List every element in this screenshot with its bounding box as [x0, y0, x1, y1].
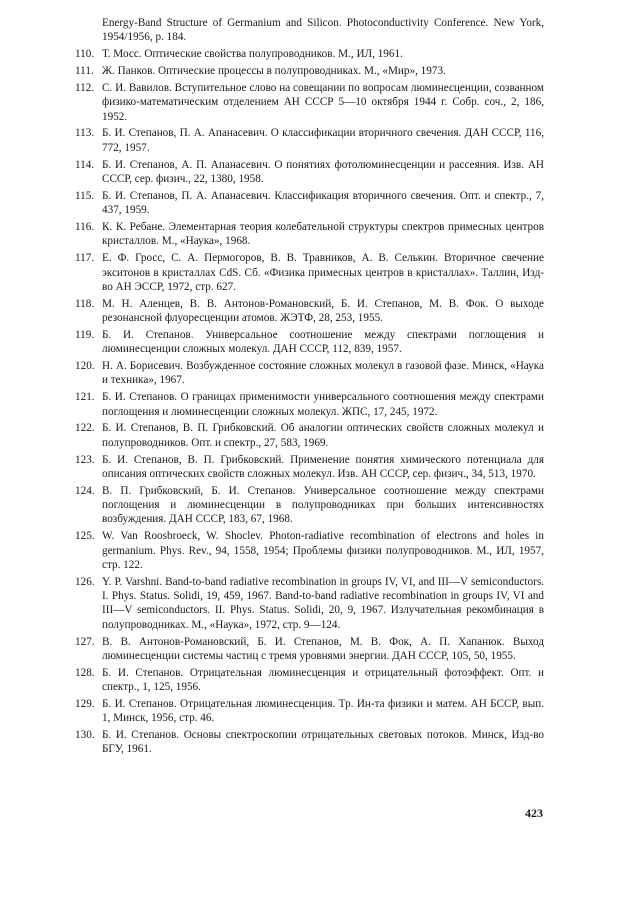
reference-text: Б. И. Степанов. Отрицательная люминесценция и отрицательный фотоэффект. Опт. и спектр., 1, 125, 1956.	[102, 666, 544, 694]
reference-text: Energy-Band Structure of Germanium and Silicon. Photoconductivity Conference. New York, 1954/1956, p. 184.	[102, 17, 544, 44]
reference-item: 114. Б. И. Степанов, А. П. Апанасевич. О понятиях фотолюминесценции и рассеяния. Изв. АН СССР, сер. физич., 22, 1380, 1958.	[75, 158, 544, 185]
reference-text: В. В. Антонов-Романовский, Б. И. Степанов, М. В. Фок, А. П. Хапанюк. Выход люминесценции системы частиц с тремя уровнями энергии. ДАН СССР, 105, 50, 1955.	[102, 635, 544, 662]
reference-item: 128. Б. И. Степанов. Отрицательная люминесценция и отрицательный фотоэффект. Опт. и спектр., 1, 125, 1956.	[75, 666, 544, 694]
reference-item: 118. М. Н. Аленцев, В. В. Антонов-Романовский, Б. И. Степанов, М. В. Фок. О выходе резонансной флуоресценции атомов. ЖЭТФ, 28, 253, 1955.	[75, 297, 544, 324]
reference-text: Б. И. Степанов. Универсальное соотношение между спектрами поглощения и люминесценции сложных молекул. ДАН СССР, 112, 839, 1957.	[102, 328, 544, 356]
reference-item: 123. Б. И. Степанов, В. П. Грибковский. Применение понятия химического потенциала для описания оптических свойств сложных молекул. Изв. АН СССР, сер. физич., 34, 513, 1970.	[75, 453, 544, 480]
reference-text: Y. P. Varshni. Band-to-band radiative recombination in groups IV, VI, and III—V semiconductors. I. Phys. Status. Solidi, 19, 459, 1967. Band-to-band radiative recombination in groups IV, VI and III—V semiconductors. II. Phys. Status. Solidi, 20, 9, 1967. Излучательная рекомбинация в полупроводниках. М., «Наука», 1972, стр. 9—124.	[102, 575, 544, 631]
reference-item: 120. Н. А. Борисевич. Возбужденное состояние сложных молекул в газовой фазе. Минск, «Наука и техника», 1967.	[75, 360, 544, 387]
reference-item: 110. Т. Мосс. Оптические свойства полупроводников. М., ИЛ, 1961.	[75, 48, 403, 61]
reference-text: Б. И. Степанов, В. П. Грибковский. Об аналогии оптических свойств сложных молекул и полупроводников. Опт. и спектр., 27, 583, 1969.	[102, 422, 544, 449]
reference-item: 127. В. В. Антонов-Романовский, Б. И. Степанов, М. В. Фок, А. П. Хапанюк. Выход люминесценции системы частиц с тремя уровнями энергии. ДАН СССР, 105, 50, 1955.	[75, 635, 544, 662]
reference-text: Б. И. Степанов, П. А. Апанасевич. Классификация вторичного свечения. Опт. и спектр., 7, 437, 1959.	[102, 189, 544, 217]
reference-text: Ж. Панков. Оптические процессы в полупроводниках. М., «Мир», 1973.	[102, 65, 446, 78]
reference-item: 113. Б. И. Степанов, П. А. Апанасевич. О классификации вторичного свечения. ДАН СССР, 116, 772, 1957.	[75, 127, 544, 154]
reference-text: Т. Мосс. Оптические свойства полупроводников. М., ИЛ, 1961.	[102, 48, 403, 61]
reference-item: 111. Ж. Панков. Оптические процессы в полупроводниках. М., «Мир», 1973.	[75, 65, 446, 78]
reference-item: 112. С. И. Вавилов. Вступительное слово на совещании по вопросам люминесценции, созванном физико-математическим отделением АН СССР 5—10 октября 1944 г. Собр. соч., 2, 186, 1952.	[75, 81, 544, 123]
reference-item: 117. Е. Ф. Гросс, С. А. Пермогоров, В. В. Травников, А. В. Селькин. Вторичное свечение экситонов в кристаллах CdS. Сб. «Физика примесных центров в кристаллах». Таллин, Изд-во АН ЭССР, 1972, стр. 627.	[75, 252, 544, 293]
reference-text: Б. И. Степанов. О границах применимости универсального соотношения между спектрами поглощения и люминесценции сложных молекул. ЖПС, 17, 245, 1972.	[102, 391, 544, 418]
reference-text: W. Van Roosbroeck, W. Shoclev. Photon-radiative recombination of electrons and holes in germanium. Phys. Rev., 94, 1558, 1954; Проблемы физики полупроводников. М., ИЛ, 1957, стр. 122.	[102, 530, 544, 571]
reference-item: 121. Б. И. Степанов. О границах применимости универсального соотношения между спектрами поглощения и люминесценции сложных молекул. ЖПС, 17, 245, 1972.	[75, 391, 544, 418]
reference-item: 126. Y. P. Varshni. Band-to-band radiative recombination in groups IV, VI, and III—V semiconductors. I. Phys. Status. Solidi, 19, 459, 1967. Band-to-band radiative recombination in groups IV, VI and III—V semiconductors. II. Phys. Status. Solidi, 20, 9, 1967. Излучательная рекомбинация в полупроводниках. М., «Наука», 1972, стр. 9—124.	[75, 575, 544, 631]
reference-text: Б. И. Степанов, П. А. Апанасевич. О классификации вторичного свечения. ДАН СССР, 116, 772, 1957.	[102, 127, 544, 154]
reference-item: 129. Б. И. Степанов. Отрицательная люминесценция. Тр. Ин-та физики и матем. АН БССР, вып. 1, Минск, 1956, стр. 46.	[75, 697, 544, 725]
reference-item	[76, 16, 544, 45]
reference-text: К. К. Ребане. Элементарная теория колебательной структуры спектров примесных центров кристаллов. М., «Наука», 1968.	[102, 221, 544, 248]
reference-item: 130. Б. И. Степанов. Основы спектроскопии отрицательных световых потоков. Минск, Изд-во БГУ, 1961.	[75, 729, 544, 756]
reference-item: 119. Б. И. Степанов. Универсальное соотношение между спектрами поглощения и люминесценции сложных молекул. ДАН СССР, 112, 839, 1957.	[75, 328, 544, 356]
reference-item: 124. В. П. Грибковский, Б. И. Степанов. Универсальное соотношение между спектрами поглощения и люминесценции в полупроводниках при больших интенсивностях возбуждения. ДАН СССР, 183, 67, 1968.	[75, 484, 544, 526]
reference-item: 125. W. Van Roosbroeck, W. Shoclev. Photon-radiative recombination of electrons and holes in germanium. Phys. Rev., 94, 1558, 1954; Проблемы физики полупроводников. М., ИЛ, 1957, стр. 122.	[75, 530, 544, 571]
reference-text: В. П. Грибковский, Б. И. Степанов. Универсальное соотношение между спектрами поглощения и люминесценции в полупроводниках при больших интенсивностях возбуждения. ДАН СССР, 183, 67, 1968.	[102, 484, 544, 526]
reference-text: С. И. Вавилов. Вступительное слово на совещании по вопросам люминесценции, созванном физико-математическим отделением АН СССР 5—10 октября 1944 г. Собр. соч., 2, 186, 1952.	[102, 81, 544, 123]
reference-text: Е. Ф. Гросс, С. А. Пермогоров, В. В. Травников, А. В. Селькин. Вторичное свечение экситонов в кристаллах CdS. Сб. «Физика примесных центров в кристаллах». Таллин, Изд-во АН ЭССР, 1972, стр. 627.	[102, 252, 544, 293]
reference-item: 116. К. К. Ребане. Элементарная теория колебательной структуры спектров примесных центров кристаллов. М., «Наука», 1968.	[75, 221, 544, 248]
reference-text: Б. И. Степанов, В. П. Грибковский. Применение понятия химического потенциала для описания оптических свойств сложных молекул. Изв. АН СССР, сер. физич., 34, 513, 1970.	[102, 453, 544, 480]
page-number: 423	[525, 806, 543, 820]
reference-text: М. Н. Аленцев, В. В. Антонов-Романовский, Б. И. Степанов, М. В. Фок. О выходе резонансной флуоресценции атомов. ЖЭТФ, 28, 253, 1955.	[102, 297, 544, 324]
reference-text: Б. И. Степанов. Отрицательная люминесценция. Тр. Ин-та физики и матем. АН БССР, вып. 1, Минск, 1956, стр. 46.	[102, 697, 544, 725]
reference-text: Б. И. Степанов. Основы спектроскопии отрицательных световых потоков. Минск, Изд-во БГУ, 1961.	[102, 729, 544, 756]
reference-text: Н. А. Борисевич. Возбужденное состояние сложных молекул в газовой фазе. Минск, «Наука и техника», 1967.	[102, 360, 544, 387]
reference-item: 115. Б. И. Степанов, П. А. Апанасевич. Классификация вторичного свечения. Опт. и спектр., 7, 437, 1959.	[75, 189, 544, 217]
reference-text: Б. И. Степанов, А. П. Апанасевич. О понятиях фотолюминесценции и рассеяния. Изв. АН СССР, сер. физич., 22, 1380, 1958.	[102, 158, 544, 185]
reference-list	[76, 16, 544, 759]
reference-item: 122. Б. И. Степанов, В. П. Грибковский. Об аналогии оптических свойств сложных молекул и полупроводников. Опт. и спектр., 27, 583, 1969.	[75, 422, 544, 449]
